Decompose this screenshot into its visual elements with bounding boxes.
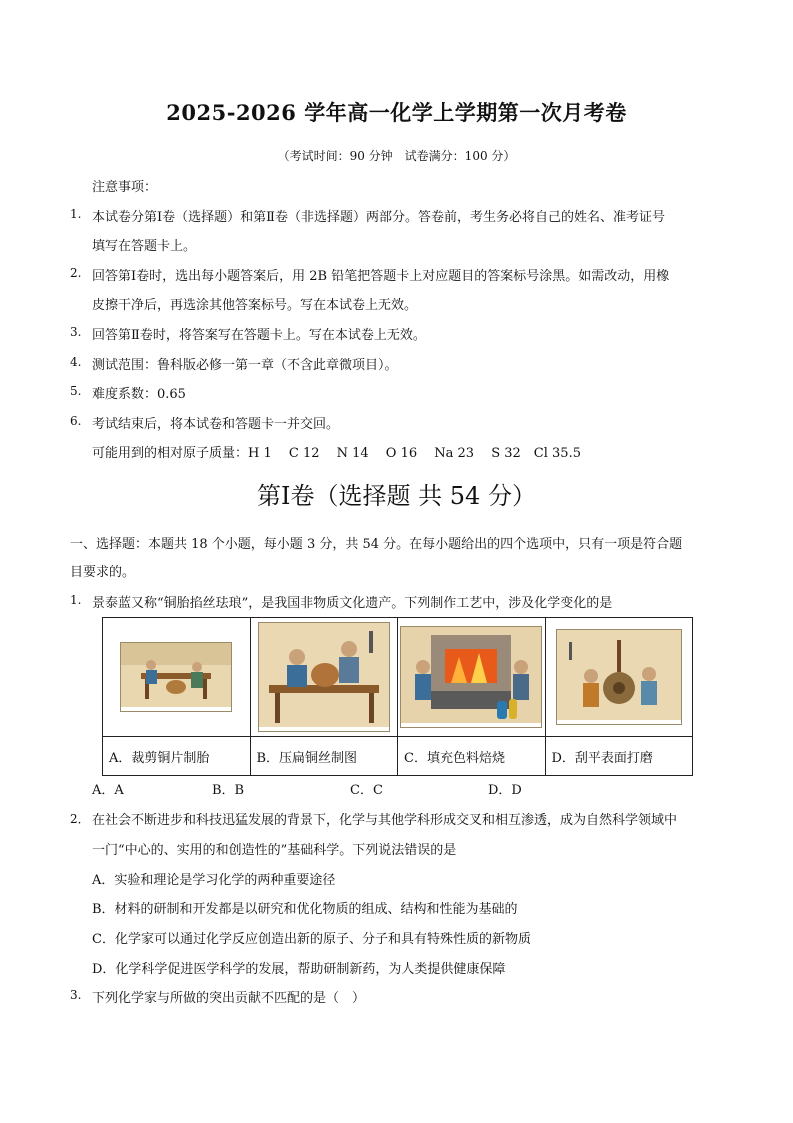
part-instruction: 一、选择题：本题共 18 个小题，每小题 3 分，共 54 分。在每小题给出的四个选项中，只有一项是符合题 xyxy=(70,537,683,552)
image-cell xyxy=(250,618,398,737)
notice-text-cont: 填写在答题卡上。 xyxy=(92,239,197,254)
notice-label: 注意事项： xyxy=(92,180,158,195)
exam-time-info: （考试时间：90 分钟 试卷满分：100 分） xyxy=(277,149,516,163)
q1-option-b[interactable]: B．B xyxy=(212,783,245,798)
section-title: 第Ⅰ卷（选择题 共 54 分） xyxy=(257,482,536,510)
image-cell xyxy=(398,618,546,737)
notice-text: 难度系数：0.65 xyxy=(92,387,186,402)
question-stem: 下列化学家与所做的突出贡献不匹配的是（ ） xyxy=(92,991,366,1006)
question-stem: 景泰蓝又称“铜胎掐丝珐琅”，是我国非物质文化遗产。下列制作工艺中，涉及化学变化的是 xyxy=(92,596,613,611)
caption-option-c: C．填充色料焙烧 xyxy=(398,737,546,776)
q2-option-b[interactable]: B．材料的研制和开发都是以研究和优化物质的组成、结构和性能为基础的 xyxy=(92,902,518,917)
exam-title: 2025-2026 学年高一化学上学期第一次月考卷 xyxy=(166,100,627,125)
illustration-firing-kiln xyxy=(400,626,542,728)
question-stem: 在社会不断进步和科技迅猛发展的背景下，化学与其他学科形成交叉和相互渗透，成为自然科学领域中 xyxy=(92,813,678,828)
question-number: 3. xyxy=(70,988,82,1002)
q1-option-d[interactable]: D．D xyxy=(488,783,522,798)
notice-number: 1. xyxy=(70,207,82,221)
atomic-masses: 可能用到的相对原子质量：H 1 C 12 N 14 O 16 Na 23 S 32 Cl 35.5 xyxy=(92,446,581,461)
illustration-polishing-surface xyxy=(556,629,682,725)
notice-number: 5. xyxy=(70,384,82,398)
part-instruction-cont: 目要求的。 xyxy=(70,565,136,580)
notice-number: 6. xyxy=(70,414,82,428)
question-stem-cont: 一门“中心的、实用的和创造性的”基础科学。下列说法错误的是 xyxy=(92,843,457,858)
question-number: 2． xyxy=(70,812,90,826)
q1-image-table xyxy=(102,617,693,776)
caption-option-d: D．刮平表面打磨 xyxy=(545,737,693,776)
notice-text: 考试结束后，将本试卷和答题卡一并交回。 xyxy=(92,417,340,432)
notice-text-cont: 皮擦干净后，再选涂其他答案标号。写在本试卷上无效。 xyxy=(92,298,418,313)
notice-text: 回答第Ⅰ卷时，选出每小题答案后，用 2B 铅笔把答题卡上对应题目的答案标号涂黑。如需改动，用橡 xyxy=(92,269,670,284)
illustration-pressing-wire xyxy=(258,622,390,732)
image-cell xyxy=(103,618,251,737)
illustration-cutting-copper xyxy=(120,642,232,712)
q1-option-c[interactable]: C．C xyxy=(350,783,383,798)
notice-text: 本试卷分第Ⅰ卷（选择题）和第Ⅱ卷（非选择题）两部分。答卷前，考生务必将自己的姓名、准考证号 xyxy=(92,210,665,225)
notice-number: 4. xyxy=(70,355,82,369)
notice-number: 2. xyxy=(70,266,82,280)
notice-text: 回答第Ⅱ卷时，将答案写在答题卡上。写在本试卷上无效。 xyxy=(92,328,426,343)
question-number: 1. xyxy=(70,593,82,607)
notice-number: 3. xyxy=(70,325,82,339)
q1-option-a[interactable]: A．A xyxy=(92,783,124,798)
q2-option-a[interactable]: A．实验和理论是学习化学的两种重要途径 xyxy=(92,873,336,888)
caption-option-b: B．压扁铜丝制图 xyxy=(250,737,398,776)
image-cell xyxy=(545,618,693,737)
q2-option-c[interactable]: C．化学家可以通过化学反应创造出新的原子、分子和具有特殊性质的新物质 xyxy=(92,932,531,947)
caption-option-a: A．裁剪铜片制胎 xyxy=(103,737,251,776)
notice-text: 测试范围：鲁科版必修一第一章（不含此章微项目）。 xyxy=(92,358,398,373)
q2-option-d[interactable]: D．化学科学促进医学科学的发展，帮助研制新药，为人类提供健康保障 xyxy=(92,962,506,977)
